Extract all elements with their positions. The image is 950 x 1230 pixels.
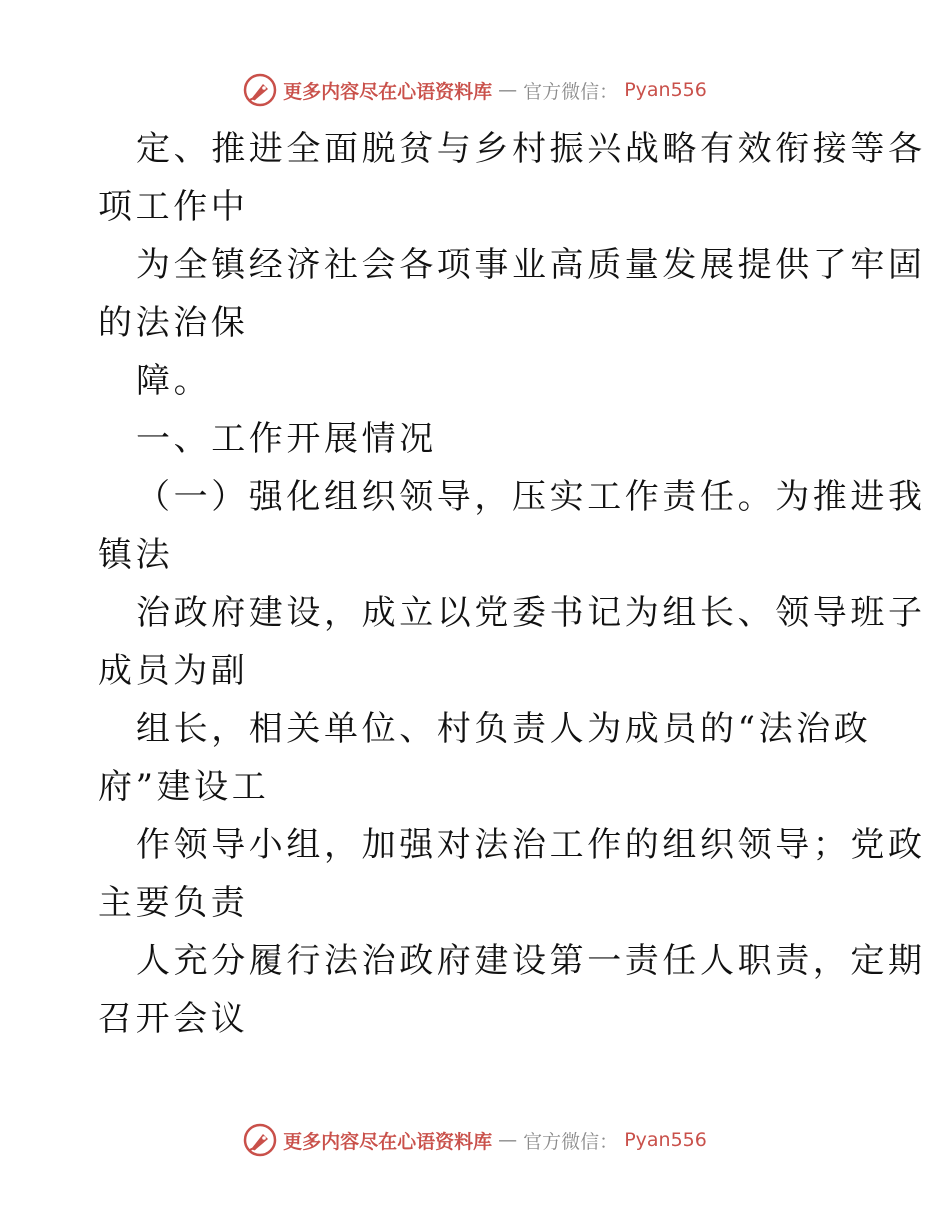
watermark-separator: — — [498, 79, 518, 101]
body-line: 主要负责 — [98, 883, 249, 923]
watermark-site-text: 更多内容尽在心语资料库 — [283, 1130, 493, 1153]
document-body — [98, 120, 926, 1048]
body-line: 障。 — [136, 361, 212, 401]
subsection-heading: （一）强化组织领导，压实工作责任。为推进我 — [136, 477, 926, 517]
watermark-site-text: 更多内容尽在心语资料库 — [283, 80, 493, 103]
body-line: 人充分履行法治政府建设第一责任人职责，定期 — [136, 941, 926, 981]
body-line: 组长，相关单位、村负责人为成员的“法治政 — [136, 709, 872, 749]
watermark-wechat-id: Pyan556 — [624, 79, 707, 101]
pen-nib-logo-icon — [243, 73, 277, 107]
watermark-separator: — — [498, 1129, 518, 1151]
body-line: 治政府建设，成立以党委书记为组长、领导班子 — [136, 593, 926, 633]
body-line: 府”建设工 — [98, 767, 270, 807]
body-line: 作领导小组，加强对法治工作的组织领导；党政 — [136, 825, 926, 865]
body-line: 定、推进全面脱贫与乡村振兴战略有效衔接等各 — [136, 129, 926, 169]
body-line: 为全镇经济社会各项事业高质量发展提供了牢固 — [136, 245, 926, 285]
watermark-wechat-label: 官方微信： — [523, 1130, 619, 1153]
body-line: 项工作中 — [98, 187, 249, 227]
body-line: 的法治保 — [98, 303, 249, 343]
watermark-wechat-label: 官方微信： — [523, 80, 619, 103]
pen-nib-logo-icon — [243, 1123, 277, 1157]
section-heading: 一、工作开展情况 — [136, 419, 437, 459]
watermark-wechat-id: Pyan556 — [624, 1129, 707, 1151]
body-line: 成员为副 — [98, 651, 249, 691]
footer-watermark — [0, 1120, 950, 1160]
body-line: 镇法 — [98, 535, 174, 575]
body-line: 召开会议 — [98, 999, 249, 1039]
header-watermark — [0, 70, 950, 110]
